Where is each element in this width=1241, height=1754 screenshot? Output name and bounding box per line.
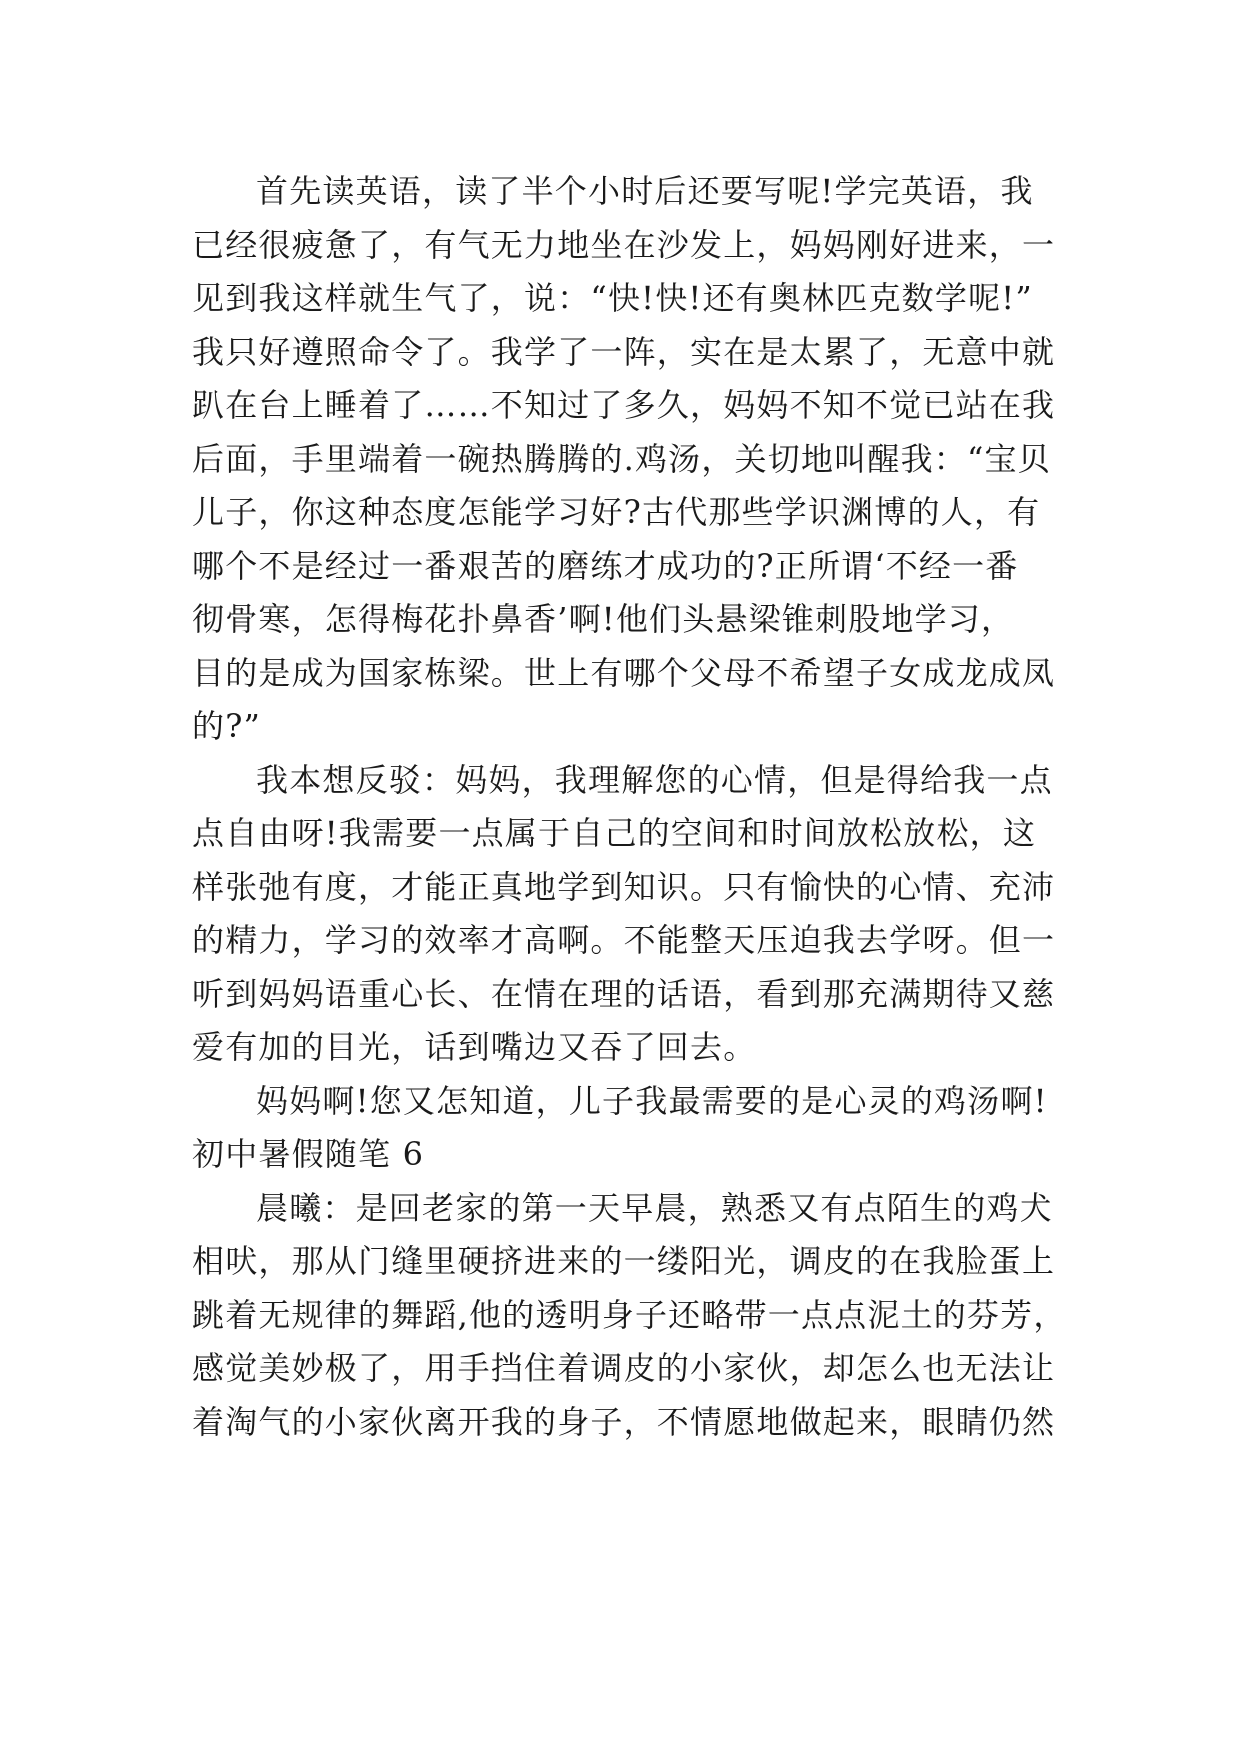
text-line: 着淘气的小家伙离开我的身子，不情愿地做起来，眼睛仍然 <box>192 1402 1056 1441</box>
text-line: 爱有加的目光，话到嘴边又吞了回去。 <box>192 1028 757 1066</box>
text-line: 晨曦：是回老家的第一天早晨，熟悉又有点陌生的鸡犬 <box>256 1188 1053 1227</box>
text-line: 彻骨寒，怎得梅花扑鼻香’啊!他们头悬梁锥刺股地学习， <box>192 600 1015 638</box>
text-line: 目的是成为国家栋梁。世上有哪个父母不希望子女成龙成凤 <box>192 653 1056 692</box>
text-line: 跳着无规律的舞蹈,他的透明身子还略带一点点泥土的芬芳， <box>192 1295 1067 1334</box>
text-line: 听到妈妈语重心长、在情在理的话语，看到那充满期待又慈 <box>192 974 1056 1013</box>
text-line: 样张弛有度，才能正真地学到知识。只有愉快的心情、充沛 <box>192 867 1056 906</box>
section-title: 初中暑假随笔 6 <box>192 1135 425 1173</box>
text-line: 我只好遵照命令了。我学了一阵，实在是太累了，无意中就 <box>192 332 1056 371</box>
paragraph <box>192 1075 1052 1129</box>
text-line: 趴在台上睡着了……不知过了多久，妈妈不知不觉已站在我 <box>192 386 1056 424</box>
text-line: 见到我这样就生气了，说：“快!快!还有奥林匹克数学呢!” <box>192 279 1033 317</box>
text-line: 相吠，那从门缝里硬挤进来的一缕阳光，调皮的在我脸蛋上 <box>192 1242 1056 1280</box>
text-line: 我本想反驳：妈妈，我理解您的心情，但是得给我一点 <box>256 760 1053 799</box>
text-line: 后面，手里端着一碗热腾腾的.鸡汤，关切地叫醒我：“宝贝 <box>192 439 1051 478</box>
text-line: 已经很疲惫了，有气无力地坐在沙发上，妈妈刚好进来，一 <box>192 225 1056 264</box>
text-line: 感觉美妙极了，用手挡住着调皮的小家伙，却怎么也无法让 <box>192 1349 1056 1387</box>
text-line: 的精力，学习的效率才高啊。不能整天压迫我去学呀。但一 <box>192 921 1056 959</box>
paragraph <box>192 754 1056 1075</box>
text-line: 哪个不是经过一番艰苦的磨练才成功的?正所谓‘不经一番 <box>192 546 1019 585</box>
text-line: 儿子，你这种态度怎能学习好?古代那些学识渊博的人，有 <box>192 493 1041 531</box>
paragraph <box>192 1182 1067 1450</box>
text-line: 的?” <box>192 707 262 745</box>
document-body <box>192 165 1067 1449</box>
text-line: 首先读英语，读了半个小时后还要写呢!学完英语，我 <box>256 172 1034 210</box>
text-line: 妈妈啊!您又怎知道，儿子我最需要的是心灵的鸡汤啊! <box>256 1081 1048 1120</box>
text-line: 点自由呀!我需要一点属于自己的空间和时间放松放松，这 <box>192 814 1037 852</box>
paragraph <box>192 165 1056 754</box>
